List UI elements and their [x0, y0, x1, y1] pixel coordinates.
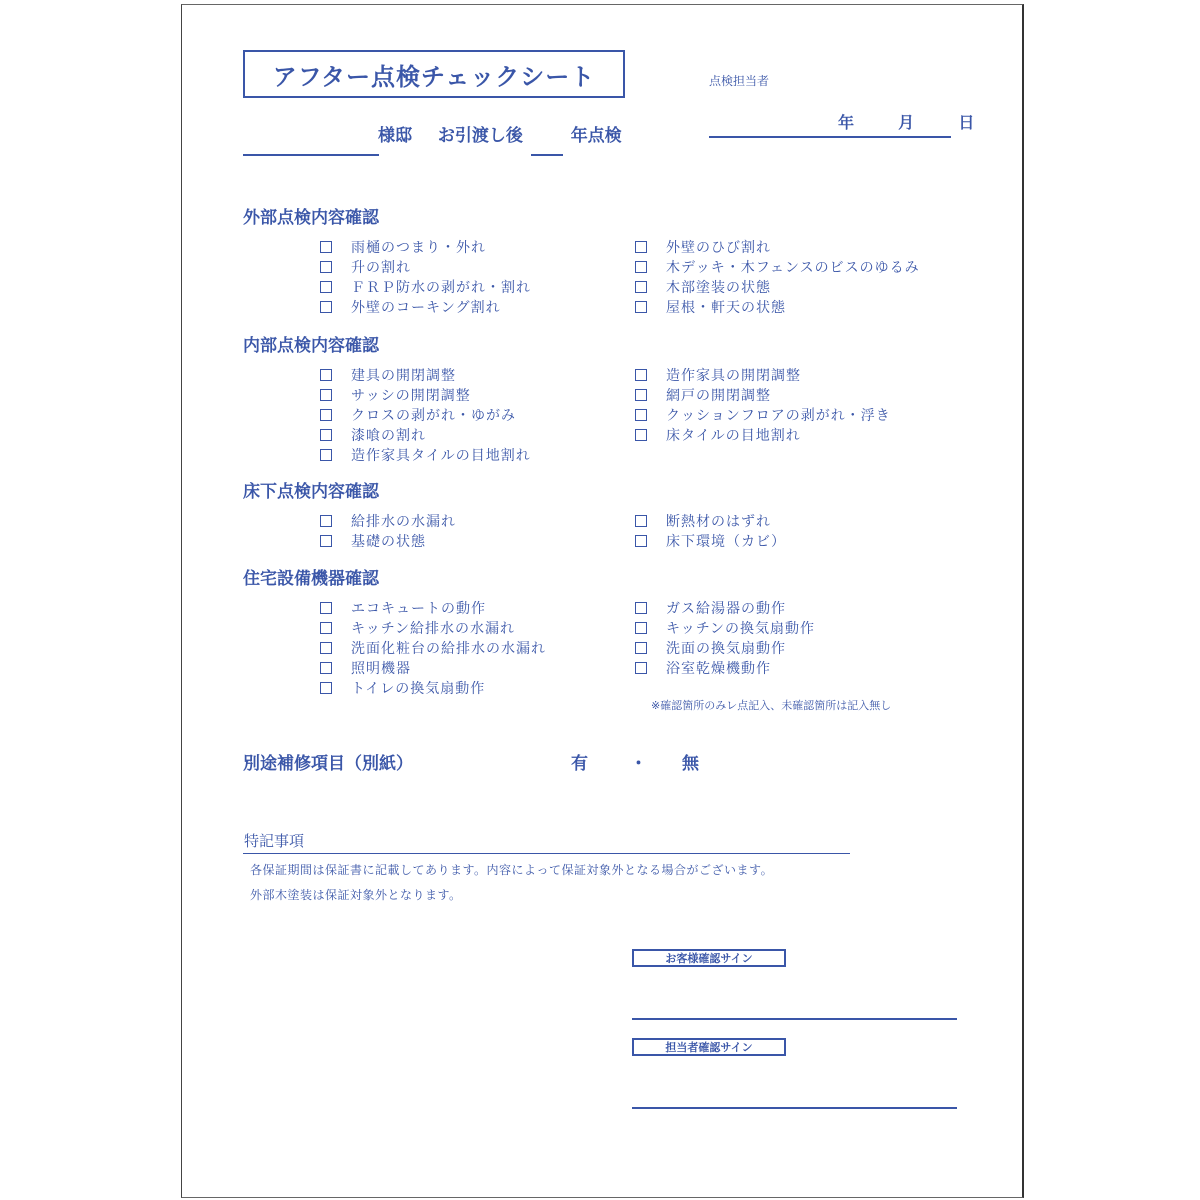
checkbox-icon[interactable]: [320, 389, 332, 401]
checklist-item-label: ガス給湯器の動作: [666, 601, 786, 617]
checklist-item-label: クロスの剥がれ・ゆがみ: [351, 408, 516, 424]
checklist-item-label: キッチンの換気扇動作: [666, 621, 816, 637]
checklist-item[interactable]: [320, 297, 501, 317]
checklist-item[interactable]: [635, 297, 786, 317]
date-underline[interactable]: [709, 136, 951, 138]
checklist-item[interactable]: [635, 618, 815, 638]
checklist-item-label: 造作家具の開閉調整: [666, 368, 801, 384]
remarks-title: 特記事項: [244, 832, 305, 850]
checklist-item-label: 雨樋のつまり・外れ: [351, 240, 486, 256]
checklist-item[interactable]: [320, 277, 531, 297]
checklist-item[interactable]: [320, 678, 485, 698]
checklist-item-label: 外壁のひび割れ: [666, 240, 771, 256]
checklist-item-label: 断熱材のはずれ: [666, 514, 771, 530]
remark-line-2: 外部木塗装は保証対象外となります。: [250, 888, 462, 902]
checkbox-icon[interactable]: [320, 515, 332, 527]
checklist-item-label: 造作家具タイルの目地割れ: [351, 448, 531, 464]
checklist-item[interactable]: [635, 511, 771, 531]
customer-row: [378, 121, 622, 146]
checkbox-icon[interactable]: [320, 301, 332, 313]
checklist-item-label: 木部塗装の状態: [666, 280, 771, 296]
repair-yes[interactable]: 有: [571, 754, 588, 774]
checklist-item[interactable]: [635, 277, 771, 297]
checklist-item[interactable]: [635, 365, 801, 385]
checklist-item[interactable]: [635, 425, 801, 445]
checklist-item-label: 建具の開閉調整: [351, 368, 456, 384]
checklist-item-label: 洗面化粧台の給排水の水漏れ: [351, 641, 546, 657]
checkbox-icon[interactable]: [635, 301, 647, 313]
checklist-item-label: 外壁のコーキング割れ: [351, 300, 501, 316]
checkbox-icon[interactable]: [320, 409, 332, 421]
section-title: 外部点検内容確認: [243, 208, 379, 228]
checklist-item-label: エコキュートの動作: [351, 601, 486, 617]
checkbox-icon[interactable]: [635, 602, 647, 614]
checklist-item-label: 木デッキ・木フェンスのビスのゆるみ: [666, 260, 920, 276]
checkbox-icon[interactable]: [320, 369, 332, 381]
checklist-item[interactable]: [320, 405, 516, 425]
section-title: 内部点検内容確認: [243, 336, 379, 356]
checklist-item[interactable]: [635, 405, 891, 425]
checklist-item-label: キッチン給排水の水漏れ: [351, 621, 516, 637]
repair-label: 別途補修項目（別紙）: [243, 754, 413, 774]
section-title: 床下点検内容確認: [243, 482, 379, 502]
day-label: 日: [958, 113, 976, 132]
checkbox-icon[interactable]: [635, 642, 647, 654]
checkbox-icon[interactable]: [635, 429, 647, 441]
checklist-item[interactable]: [320, 531, 426, 551]
checklist-item[interactable]: [320, 511, 456, 531]
customer-sign-label: お客様確認サイン: [632, 949, 786, 967]
checkbox-icon[interactable]: [635, 622, 647, 634]
staff-sign-line[interactable]: [632, 1107, 957, 1109]
checkbox-icon[interactable]: [320, 429, 332, 441]
checkbox-icon[interactable]: [635, 662, 647, 674]
checklist-item-label: 升の割れ: [351, 260, 411, 276]
year-check-label: 年点検: [570, 126, 622, 146]
checkbox-icon[interactable]: [635, 281, 647, 293]
remarks-underline: [243, 853, 850, 854]
checklist-item-label: 網戸の開閉調整: [666, 388, 771, 404]
checklist-item-label: 照明機器: [351, 661, 411, 677]
checkbox-icon[interactable]: [320, 261, 332, 273]
checklist-item[interactable]: [320, 365, 456, 385]
checklist-item-label: ＦＲＰ防水の剥がれ・割れ: [351, 280, 531, 296]
checklist-item[interactable]: [320, 237, 486, 257]
checkbox-icon[interactable]: [635, 261, 647, 273]
handover-label: お引渡し後: [437, 126, 523, 146]
checklist-item-label: 床タイルの目地割れ: [666, 428, 801, 444]
checkbox-icon[interactable]: [320, 682, 332, 694]
checklist-item-label: 洗面の換気扇動作: [666, 641, 786, 657]
checklist-item[interactable]: [635, 658, 771, 678]
checklist-item[interactable]: [635, 638, 786, 658]
checkbox-icon[interactable]: [320, 449, 332, 461]
inspector-label: 点検担当者: [709, 74, 770, 88]
checkbox-icon[interactable]: [635, 515, 647, 527]
checklist-item[interactable]: [320, 598, 486, 618]
checklist-item[interactable]: [320, 425, 426, 445]
checkbox-icon[interactable]: [320, 642, 332, 654]
checklist-item[interactable]: [635, 257, 920, 277]
checklist-item-label: 漆喰の割れ: [351, 428, 426, 444]
checklist-item-label: 屋根・軒天の状態: [666, 300, 786, 316]
remark-line-1: 各保証期間は保証書に記載してあります。内容によって保証対象外となる場合がございます。: [250, 863, 774, 877]
checklist-item[interactable]: [320, 445, 531, 465]
checkbox-icon[interactable]: [320, 622, 332, 634]
checklist-item[interactable]: [635, 237, 771, 257]
staff-sign-label: 担当者確認サイン: [632, 1038, 786, 1056]
checklist-item[interactable]: [320, 257, 411, 277]
section-title: 住宅設備機器確認: [243, 569, 379, 589]
checkbox-icon[interactable]: [320, 602, 332, 614]
checklist-item-label: 浴室乾燥機動作: [666, 661, 771, 677]
honorific-label: 様邸: [378, 126, 412, 146]
checklist-item-label: サッシの開閉調整: [351, 388, 471, 404]
checklist-item-label: 給排水の水漏れ: [351, 514, 456, 530]
checklist-item[interactable]: [320, 385, 471, 405]
repair-dot: ・: [630, 754, 647, 774]
checkbox-icon[interactable]: [635, 389, 647, 401]
year-number-line[interactable]: [531, 154, 563, 156]
sheet-title: アフター点検チェックシート: [243, 50, 625, 98]
checklist-item[interactable]: [320, 638, 546, 658]
checkbox-icon[interactable]: [320, 241, 332, 253]
date-fields: [838, 110, 975, 133]
checklist-item-label: トイレの換気扇動作: [351, 681, 486, 697]
year-label: 年: [838, 113, 856, 132]
checkbox-icon[interactable]: [635, 409, 647, 421]
customer-sign-line[interactable]: [632, 1018, 957, 1020]
checklist-item[interactable]: [635, 531, 786, 551]
checkbox-icon[interactable]: [320, 662, 332, 674]
customer-name-line[interactable]: [243, 154, 379, 156]
checkbox-icon[interactable]: [320, 535, 332, 547]
checklist-item[interactable]: [320, 618, 515, 638]
checkbox-icon[interactable]: [320, 281, 332, 293]
checklist-item-label: 基礎の状態: [351, 534, 426, 550]
checkbox-icon[interactable]: [635, 535, 647, 547]
checklist-item[interactable]: [320, 658, 411, 678]
month-label: 月: [898, 113, 916, 132]
checklist-item[interactable]: [635, 598, 786, 618]
checklist-item[interactable]: [635, 385, 771, 405]
checkbox-icon[interactable]: [635, 369, 647, 381]
checkbox-icon[interactable]: [635, 241, 647, 253]
checklist-item-label: 床下環境（カビ）: [666, 534, 786, 550]
check-note: ※確認箇所のみレ点記入、未確認箇所は記入無し: [651, 699, 892, 712]
repair-no[interactable]: 無: [682, 754, 699, 774]
checklist-item-label: クッションフロアの剥がれ・浮き: [666, 408, 891, 424]
